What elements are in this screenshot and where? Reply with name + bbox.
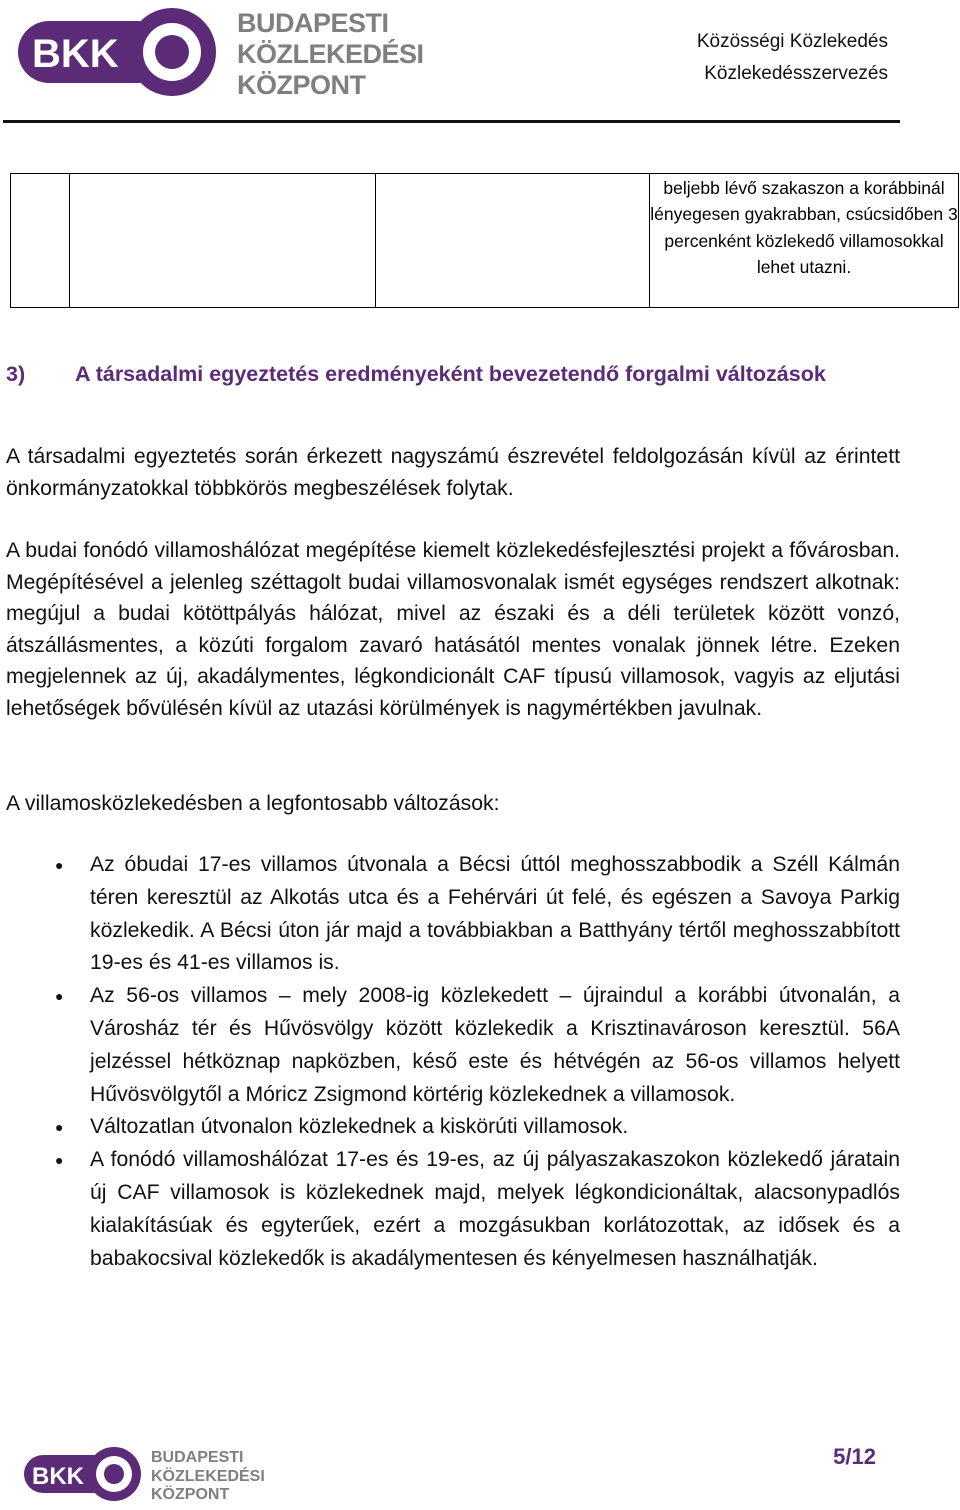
department-line-2: Közlekedésszervezés [704, 63, 888, 84]
bkk-logo-icon [16, 5, 221, 100]
table-cell [11, 174, 70, 308]
bullet-icon: ● [55, 1119, 64, 1136]
footer-org-line: BUDAPESTI [151, 1449, 244, 1466]
org-line: KÖZLEKEDÉSI [237, 39, 424, 69]
section-heading [6, 362, 946, 387]
department-line-1: Közösségi Közlekedés [696, 31, 888, 52]
table-row [11, 174, 959, 308]
changes-list [0, 849, 900, 1275]
list-item: ● Az óbudai 17-es villamos útvonala a Bécsi úttól meghosszabbodik a Széll Kálmán téren keresztül az Alkotás utca és a Fehérvári út felé, és egészen a Savoya Parkig közlekedik. A Bécsi úton jár majd a továbbiakban a Batthyány tértől meghosszabbított 19-es és 41-es villamos is. [0, 849, 900, 980]
logo-text: BKK [32, 32, 119, 76]
table-cell [70, 174, 376, 308]
header-divider [3, 120, 900, 123]
org-name [237, 8, 437, 101]
paragraph-changes-lead: A villamosközlekedésben a legfontosabb változások: [6, 792, 500, 815]
page-number: 5/12 [833, 1444, 876, 1469]
bkk-logo [16, 5, 221, 100]
org-line: BUDAPESTI [237, 8, 389, 38]
list-item: ● Változatlan útvonalon közlekednek a kiskörúti villamosok. [0, 1111, 900, 1144]
section-number: 3) [6, 362, 26, 386]
list-item: ● A fonódó villamoshálózat 17-es és 19-es, az új pályaszakaszokon közlekedő járatain új CAF villamosok is közlekednek majd, melyek légkondicionáltak, alacsonypadlós kialakításúak és egyterűek, ezért a mozgásukban korlátozottak, az idősek és a babakocsival közlekedők is akadálymentesen és kényelmesen használhatják. [0, 1144, 900, 1275]
footer-logo-text: BKK [32, 1463, 84, 1490]
footer-logo-icon [22, 1444, 142, 1504]
bullet-icon: ● [55, 857, 64, 873]
list-item: ● Az 56-os villamos – mely 2008-ig közlekedett – újraindul a korábbi útvonalán, a Városház tér és Hűvösvölgy között közlekedik a Krisztinavároson keresztül. 56A jelzéssel hétköznap napközben, késő este és hétvégén az 56-os villamos helyett Hűvösvölgytől a Móricz Zsigmond körtérig közlekednek a villamosok. [0, 980, 900, 1111]
footer-org-line: KÖZPONT [151, 1486, 230, 1503]
footer-bkk-logo [22, 1444, 142, 1504]
paragraph-intro: A társadalmi egyeztetés során érkezett nagyszámú észrevétel feldolgozásán kívül az érintett önkormányzatokkal többkörös megbeszélések folytak. [6, 445, 900, 500]
table-cell-text: beljebb lévő szakaszon a korábbinál lényegesen gyakrabban, csúcsidőben 3 percenként közlekedő villamosokkal lehet utazni. [650, 178, 958, 277]
section-title: A társadalmi egyeztetés eredményeként bevezetendő forgalmi változások [75, 362, 826, 386]
bullet-icon: ● [55, 1152, 64, 1169]
footer-org-line: KÖZLEKEDÉSI [151, 1467, 265, 1485]
bullet-icon: ● [55, 988, 64, 1005]
table-cell [650, 174, 959, 308]
paragraph-tram-network: A budai fonódó villamoshálózat megépítése kiemelt közlekedésfejlesztési projekt a fővárosban. Megépítésével a jelenleg széttagolt budai villamosvonalak ismét egységes rendszert alkotnak: megújul a budai kötöttpályás hálózat, mivel az északi és a déli területek között vonzó, átszállásmentes, a közúti forgalom zavaró hatásától mentes vonalak jönnek létre. Ezeken megjelennek az új, akadálymentes, légkondicionált CAF típusú villamosok, vagyis az eljutási lehetőségek bővülésén kívül az utazási körülmények is nagymértékben javulnak. [6, 539, 900, 720]
table-cell [376, 174, 650, 308]
org-line: KÖZPONT [237, 70, 366, 100]
footer-org-name [151, 1449, 265, 1505]
route-table [10, 173, 959, 308]
